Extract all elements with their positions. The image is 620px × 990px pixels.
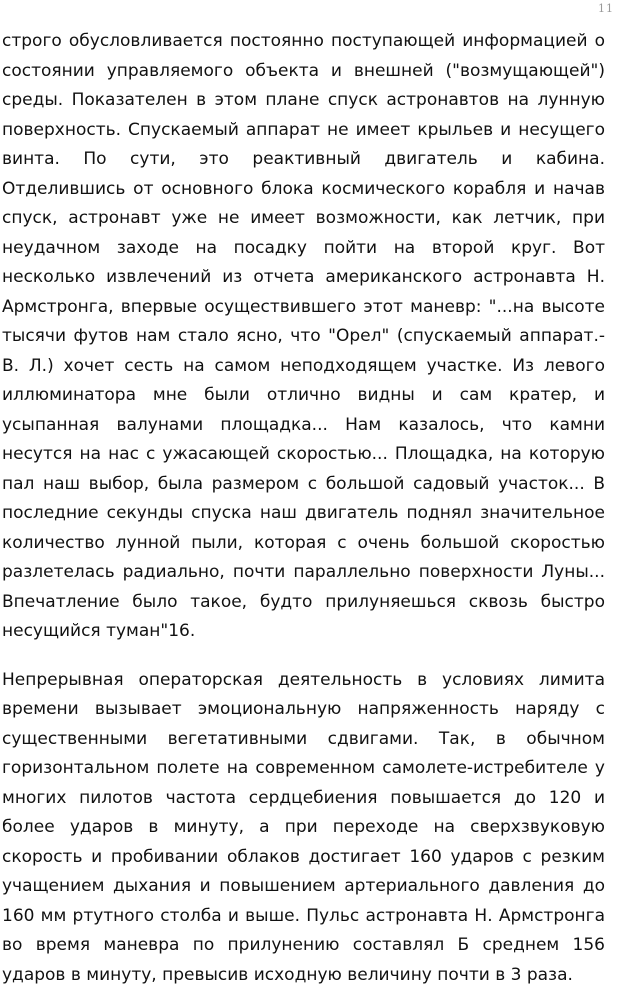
paragraph-lunar-landing: строго обусловливается постоянно поступающей информацией о состоянии управляемого объекта и внешней ("возмущающей") среды. Показателен в этом плане спуск астронавтов на лунную поверхность. Спускаемый аппарат не имеет крыльев и несущего винта. По сути, это реактивный двигатель и кабина. Отделившись от основного блока космического корабля и начав спуск, астронавт уже не имеет возможности, как летчик, при неудачном заходе на посадку пойти на второй круг. Вот несколько извлечений из отчета американского астронавта Н. Армстронга, впервые осуществившего этот маневр: "...на высоте тысячи футов нам стало ясно, что "Орел" (спускаемый аппарат.- В. Л.) хочет сесть на самом неподходящем участке. Из левого иллюминатора мне были отлично видны и сам кратер, и усыпанная валунами площадка... Нам казалось, что камни несутся на нас с ужасающей скоростью... Площадка, на которую пал наш выбор, была размером с большой садовый участок... В последние секунды спуска наш двигатель поднял значительное количество лунной пыли, которая с очень большой скоростью разлетелась радиально, почти параллельно поверхности Луны... Впечатление было такое, будто прилуняешься сквозь быстро несущийся туман"16. <box>2 27 605 647</box>
paragraph-pilot-stress: Непрерывная операторская деятельность в условиях лимита времени вызывает эмоциональную напряженность наряду с существенными вегетативными сдвигами. Так, в обычном горизонтальном полете на современном самолете-истребителе у многих пилотов частота сердцебиения повышается до 120 и более ударов в минуту, а при переходе на сверхзвуковую скорость и пробивании облаков достигает 160 ударов с резким учащением дыхания и повышением артериального давления до 160 мм ртутного столба и выше. Пульс астронавта Н. Армстронга во время маневра по прилунению составлял Б среднем 156 ударов в минуту, превысив исходную величину почти в 3 раза. <box>2 666 605 990</box>
document-body <box>2 27 605 990</box>
page-number: 11 <box>598 2 614 15</box>
